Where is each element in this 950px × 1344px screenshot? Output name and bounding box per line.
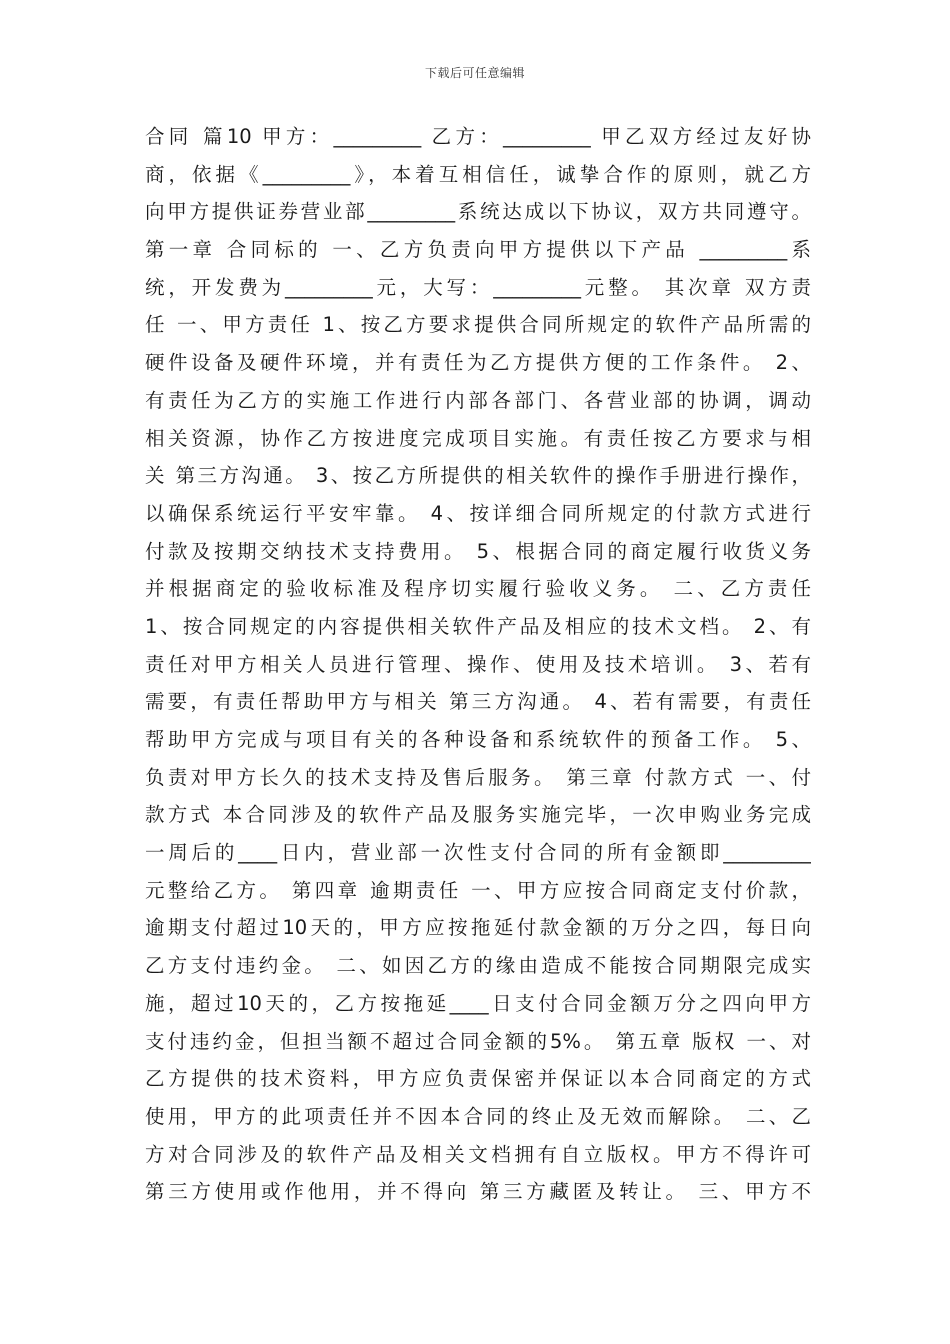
text-line: 统，开发费为_________元，大写：_________元整。 其次章 双方责 [145, 275, 811, 299]
text-line: 方对合同涉及的软件产品及相关文档拥有自立版权。甲方不得许可 [145, 1142, 811, 1166]
text-line: 款方式 本合同涉及的软件产品及服务实施完毕，一次申购业务完成 [145, 803, 811, 827]
text-line: 向甲方提供证券营业部_________系统达成以下协议，双方共同遵守。 [145, 200, 811, 224]
text-line: 有责任为乙方的实施工作进行内部各部门、各营业部的协调，调动 [145, 388, 811, 412]
text-line: 并根据商定的验收标准及程序切实履行验收义务。 二、乙方责任 [145, 577, 811, 601]
text-line: 支付违约金，但担当额不超过合同金额的5%。 第五章 版权 一、对 [145, 1029, 811, 1053]
text-line: 一周后的____日内，营业部一次性支付合同的所有金额即_________ [145, 841, 811, 865]
text-line: 1、按合同规定的内容提供相关软件产品及相应的技术文档。 2、有 [145, 614, 811, 638]
text-line: 硬件设备及硬件环境，并有责任为乙方提供方便的工作条件。 2、 [145, 351, 811, 375]
text-line: 相关资源，协作乙方按进度完成项目实施。有责任按乙方要求与相 [145, 426, 811, 450]
page-header-note: 下载后可任意编辑 [424, 66, 525, 80]
text-line: 需要，有责任帮助甲方与相关 第三方沟通。 4、若有需要，有责任 [145, 690, 811, 714]
text-line: 以确保系统运行平安牢靠。 4、按详细合同所规定的付款方式进行 [145, 501, 811, 525]
text-line: 第三方使用或作他用，并不得向 第三方藏匿及转让。 三、甲方不 [145, 1180, 811, 1204]
text-line: 乙方提供的技术资料，甲方应负责保密并保证以本合同商定的方式 [145, 1067, 811, 1091]
text-line: 商，依据《_________》，本着互相信任，诚挚合作的原则，就乙方 [145, 162, 811, 186]
text-line: 第一章 合同标的 一、乙方负责向甲方提供以下产品 _________系 [145, 238, 811, 262]
contract-body [145, 118, 811, 1211]
text-line: 合同 篇10 甲方：_________ 乙方：_________ 甲乙双方经过友好协 [145, 125, 811, 148]
text-line: 任 一、甲方责任 1、按乙方要求提供合同所规定的软件产品所需的 [145, 313, 811, 337]
text-line: 责任对甲方相关人员进行管理、操作、使用及技术培训。 3、若有 [145, 652, 811, 676]
text-line: 施，超过10天的，乙方按拖延____日支付合同金额万分之四向甲方 [145, 991, 811, 1015]
text-line: 关 第三方沟通。 3、按乙方所提供的相关软件的操作手册进行操作， [145, 464, 811, 488]
text-line: 乙方支付违约金。 二、如因乙方的缘由造成不能按合同期限完成实 [145, 954, 811, 978]
text-line: 逾期支付超过10天的，甲方应按拖延付款金额的万分之四，每日向 [145, 916, 811, 940]
text-line: 负责对甲方长久的技术支持及售后服务。 第三章 付款方式 一、付 [145, 765, 811, 789]
text-line: 元整给乙方。 第四章 逾期责任 一、甲方应按合同商定支付价款， [145, 878, 811, 902]
text-line: 使用，甲方的此项责任并不因本合同的终止及无效而解除。 二、乙 [145, 1104, 811, 1128]
text-line: 帮助甲方完成与项目有关的各种设备和系统软件的预备工作。 5、 [145, 728, 811, 751]
text-line: 付款及按期交纳技术支持费用。 5、根据合同的商定履行收货义务 [145, 539, 811, 563]
